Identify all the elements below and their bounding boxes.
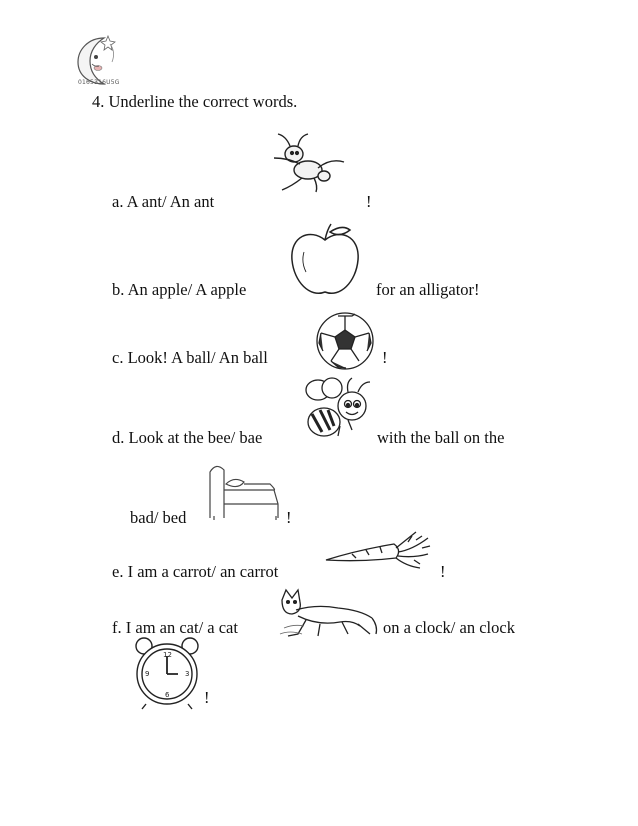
item-d-end: with the ball on the — [377, 428, 505, 447]
item-c-end: ! — [382, 348, 388, 367]
ant-icon — [258, 126, 356, 196]
item-a-text: a. A ant/ An ant — [112, 192, 215, 211]
instruction: 4. Underline the correct words. — [92, 92, 298, 111]
ball-icon — [314, 310, 376, 372]
item-d-text: d. Look at the bee/ bae — [112, 428, 263, 447]
item-d2-text: bad/ bed — [130, 508, 187, 527]
item-f-end: on a clock/ an clock — [383, 618, 515, 637]
svg-text:6: 6 — [165, 691, 170, 699]
svg-text:3: 3 — [185, 670, 190, 678]
item-c-text: c. Look! A ball/ An ball — [112, 348, 268, 367]
item-b-text: b. An apple/ A apple — [112, 280, 247, 299]
bed-icon — [204, 458, 284, 524]
item-e-text: e. I am a carrot/ an carrot — [112, 562, 279, 581]
bee-icon — [300, 374, 380, 444]
item-f2-end: ! — [204, 688, 210, 707]
item-b-end: for an alligator! — [376, 280, 480, 299]
svg-text:12: 12 — [163, 651, 172, 659]
cat-icon — [276, 586, 380, 642]
svg-text:9: 9 — [145, 670, 150, 678]
item-f-text: f. I am an cat/ a cat — [112, 618, 238, 637]
carrot-icon — [322, 528, 436, 574]
clock-icon — [130, 636, 204, 710]
apple-icon — [286, 222, 364, 300]
item-d2-end: ! — [286, 508, 292, 527]
logo-text: 0165316U5G — [78, 79, 120, 86]
item-e-end: ! — [440, 562, 446, 581]
item-a-end: ! — [366, 192, 372, 211]
